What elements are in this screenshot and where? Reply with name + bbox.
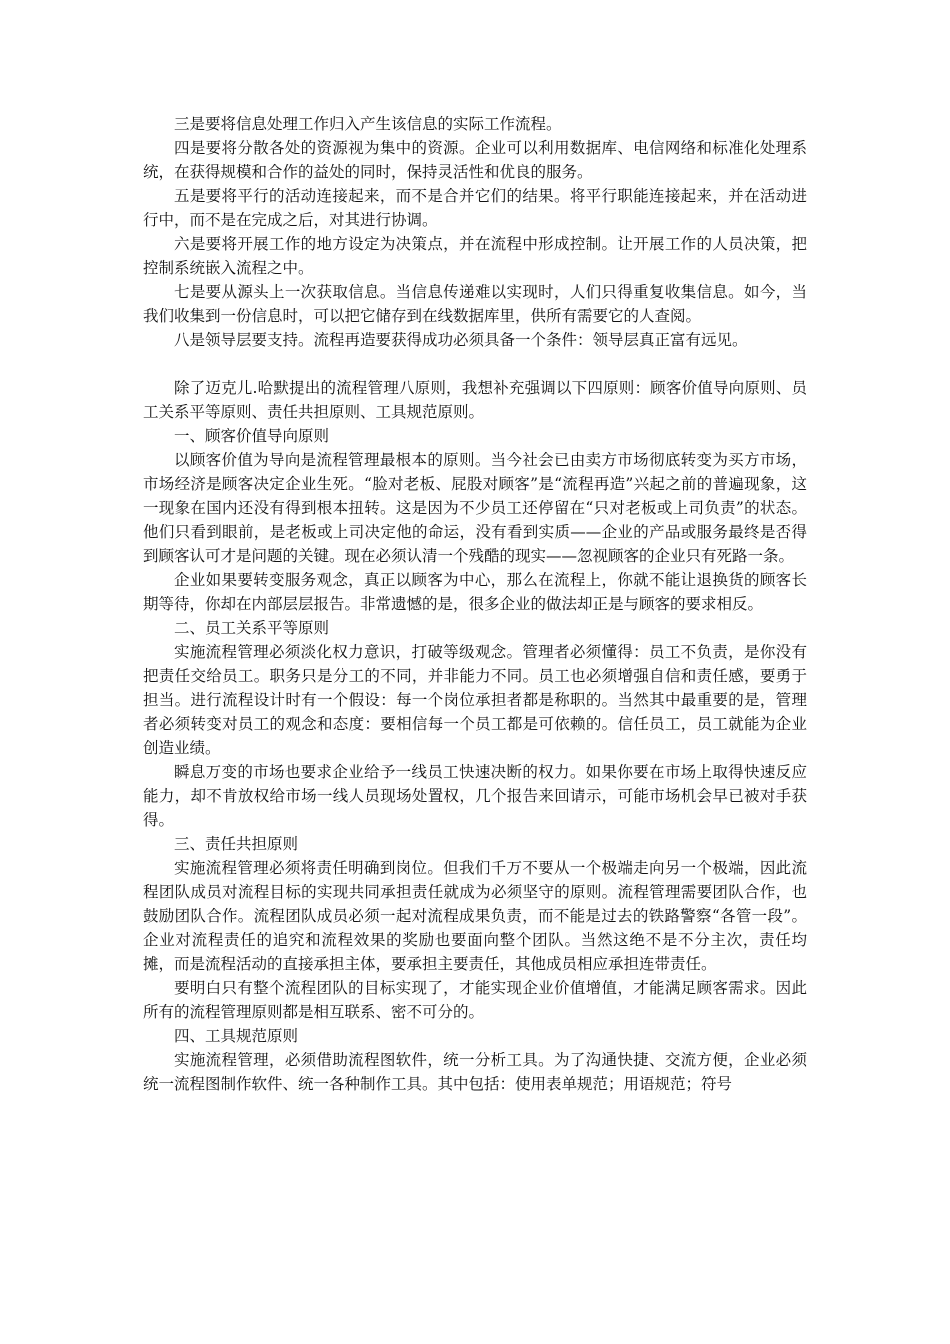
paragraph-principle-5: 五是要将平行的活动连接起来，而不是合并它们的结果。将平行职能连接起来，并在活动进行中，而不是在完成之后，对其进行协调。	[143, 187, 807, 229]
paragraph-tool-standards-1: 实施流程管理，必须借助流程图软件，统一分析工具。为了沟通快捷、交流方便，企业必须统一流程图制作软件、统一各种制作工具。其中包括：使用表单规范；用语规范；符号	[143, 1051, 807, 1093]
heading-tool-standards: 四、工具规范原则	[174, 1027, 299, 1045]
heading-employee-equality: 二、员工关系平等原则	[174, 619, 330, 637]
paragraph-employee-equality-2: 瞬息万变的市场也要求企业给予一线员工快速决断的权力。如果你要在市场上取得快速反应能力，却不肯放权给市场一线人员现场处置权，几个报告来回请示，可能市场机会早已被对手获得。	[143, 763, 807, 829]
paragraph-customer-value-1: 以顾客价值为导向是流程管理最根本的原则。当今社会已由卖方市场彻底转变为买方市场，市场经济是顾客决定企业生死。“脸对老板、屁股对顾客”是“流程再造”兴起之前的普遍现象，这一现象在国内还没有得到根本扭转。这是因为不少员工还停留在“只对老板或上司负责”的状态。他们只看到眼前，是老板或上司决定他的命运，没有看到实质——企业的产品或服务最终是否得到顾客认可才是问题的关键。现在必须认清一个残酷的现实——忽视顾客的企业只有死路一条。	[143, 451, 807, 565]
paragraph-employee-equality-1: 实施流程管理必须淡化权力意识，打破等级观念。管理者必须懂得：员工不负责，是你没有把责任交给员工。职务只是分工的不同，并非能力不同。员工也必须增强自信和责任感，要勇于担当。进行流程设计时有一个假设：每一个岗位承担者都是称职的。当然其中最重要的是，管理者必须转变对员工的观念和态度：要相信每一个员工都是可依赖的。信任员工，员工就能为企业创造业绩。	[143, 643, 807, 757]
paragraph-principle-8: 八是领导层要支持。流程再造要获得成功必须具备一个条件：领导层真正富有远见。	[174, 331, 748, 349]
paragraph-intro-four-principles: 除了迈克儿.哈默提出的流程管理八原则，我想补充强调以下四原则：顾客价值导向原则、员工关系平等原则、责任共担原则、工具规范原则。	[143, 379, 807, 421]
heading-shared-responsibility: 三、责任共担原则	[174, 835, 299, 853]
paragraph-shared-responsibility-1: 实施流程管理必须将责任明确到岗位。但我们千万不要从一个极端走向另一个极端，因此流程团队成员对流程目标的实现共同承担责任就成为必须坚守的原则。流程管理需要团队合作，也鼓励团队合作。流程团队成员必须一起对流程成果负责，而不能是过去的铁路警察“各管一段”。企业对流程责任的追究和流程效果的奖励也要面向整个团队。当然这绝不是不分主次，责任均摊，而是流程活动的直接承担主体，要承担主要责任，其他成员相应承担连带责任。	[143, 859, 807, 973]
paragraph-principle-6: 六是要将开展工作的地方设定为决策点，并在流程中形成控制。让开展工作的人员决策，把控制系统嵌入流程之中。	[143, 235, 807, 277]
document-body	[143, 112, 807, 1096]
paragraph-customer-value-2: 企业如果要转变服务观念，真正以顾客为中心，那么在流程上，你就不能让退换货的顾客长期等待，你却在内部层层报告。非常遗憾的是，很多企业的做法却正是与顾客的要求相反。	[143, 571, 807, 613]
heading-customer-value: 一、顾客价值导向原则	[174, 427, 330, 445]
blank-line	[143, 352, 807, 376]
paragraph-shared-responsibility-2: 要明白只有整个流程团队的目标实现了，才能实现企业价值增值，才能满足顾客需求。因此所有的流程管理原则都是相互联系、密不可分的。	[143, 979, 807, 1021]
paragraph-principle-4: 四是要将分散各处的资源视为集中的资源。企业可以利用数据库、电信网络和标准化处理系统，在获得规模和合作的益处的同时，保持灵活性和优良的服务。	[143, 139, 807, 181]
paragraph-principle-7: 七是要从源头上一次获取信息。当信息传递难以实现时，人们只得重复收集信息。如今，当我们收集到一份信息时，可以把它储存到在线数据库里，供所有需要它的人查阅。	[143, 283, 807, 325]
paragraph-principle-3: 三是要将信息处理工作归入产生该信息的实际工作流程。	[174, 115, 562, 133]
